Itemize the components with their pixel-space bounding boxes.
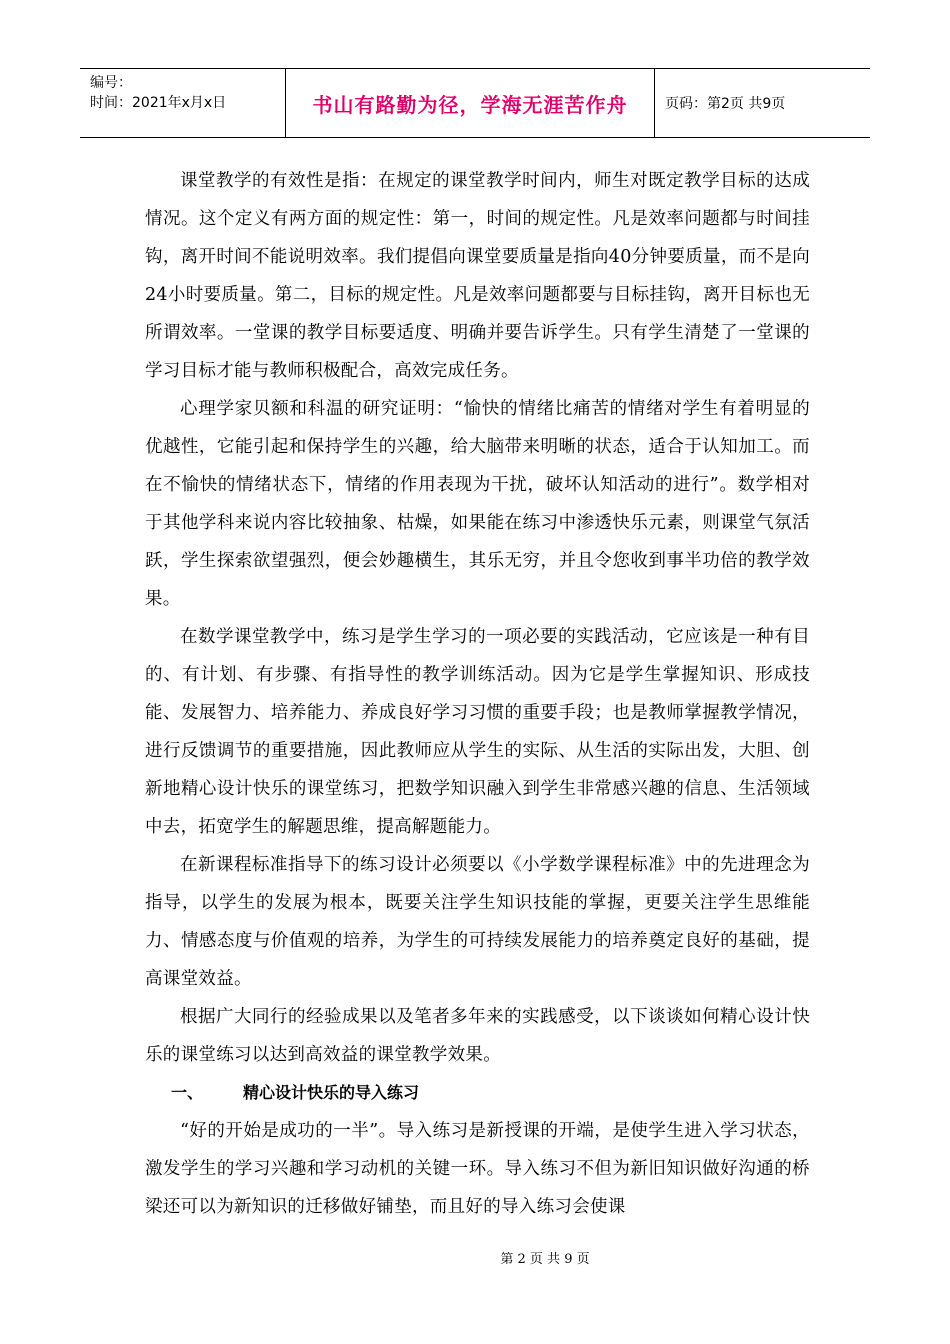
body-paragraph: 根据广大同行的经验成果以及笔者多年来的实践感受，以下谈谈如何精心设计快乐的课堂练习以达到高效益的课堂教学效果。 bbox=[145, 1007, 810, 1065]
document-body bbox=[145, 162, 810, 1226]
header-motto-cell bbox=[285, 69, 655, 137]
section-title: 精心设计快乐的导入练习 bbox=[243, 1083, 420, 1102]
section-heading bbox=[145, 1074, 810, 1112]
document-number-label: 编号： bbox=[90, 75, 132, 91]
section-number: 一、 bbox=[171, 1083, 204, 1102]
body-paragraph: 在新课程标准指导下的练习设计必须要以《小学数学课程标准》中的先进理念为指导，以学生的发展为根本，既要关注学生知识技能的掌握，更要关注学生思维能力、情感态度与价值观的培养，为学生的可持续发展能力的培养奠定良好的基础，提高课堂效益。 bbox=[145, 855, 810, 989]
header-meta bbox=[80, 69, 285, 137]
body-paragraph: 心理学家贝额和科温的研究证明：“愉快的情绪比痛苦的情绪对学生有着明显的优越性，它能引起和保持学生的兴趣，给大脑带来明晰的状态，适合于认知加工。而在不愉快的情绪状态下，情绪的作用表现为干扰，破坏认知活动的进行”。数学相对于其他学科来说内容比较抽象、枯燥，如果能在练习中渗透快乐元素，则课堂气氛活跃，学生探索欲望强烈，便会妙趣横生，其乐无穷，并且令您收到事半功倍的教学效果。 bbox=[145, 399, 810, 609]
section-paragraph: “好的开始是成功的一半”。导入练习是新授课的开端，是使学生进入学习状态，激发学生的学习兴趣和学习动机的关键一环。导入练习不但为新旧知识做好沟通的桥梁还可以为新知识的迁移做好铺垫，而且好的导入练习会使课 bbox=[145, 1121, 810, 1217]
header-page-label: 页码：第2页 共9页 bbox=[665, 96, 786, 112]
header-page-cell bbox=[655, 69, 870, 137]
document-date-label: 时间：2021年x月x日 bbox=[90, 95, 227, 111]
body-paragraph: 在数学课堂教学中，练习是学生学习的一项必要的实践活动，它应该是一种有目的、有计划、有步骤、有指导性的教学训练活动。因为它是学生掌握知识、形成技能、发展智力、培养能力、养成良好学习习惯的重要手段；也是教师掌握教学情况，进行反馈调节的重要措施，因此教师应从学生的实际、从生活的实际出发，大胆、创新地精心设计快乐的课堂练习，把数学知识融入到学生非常感兴趣的信息、生活领域中去，拓宽学生的解题思维，提高解题能力。 bbox=[145, 627, 810, 837]
page-header bbox=[80, 68, 870, 138]
body-paragraph: 课堂教学的有效性是指：在规定的课堂教学时间内，师生对既定教学目标的达成情况。这个定义有两方面的规定性：第一，时间的规定性。凡是效率问题都与时间挂钩，离开时间不能说明效率。我们提倡向课堂要质量是指向40分钟要质量，而不是向24小时要质量。第二，目标的规定性。凡是效率问题都要与目标挂钩，离开目标也无所谓效率。一堂课的教学目标要适度、明确并要告诉学生。只有学生清楚了一堂课的学习目标才能与教师积极配合，高效完成任务。 bbox=[145, 171, 810, 381]
page-footer: 第 2 页 共 9 页 bbox=[500, 1252, 590, 1267]
header-motto: 书山有路勤为径，学海无涯苦作舟 bbox=[312, 92, 628, 117]
